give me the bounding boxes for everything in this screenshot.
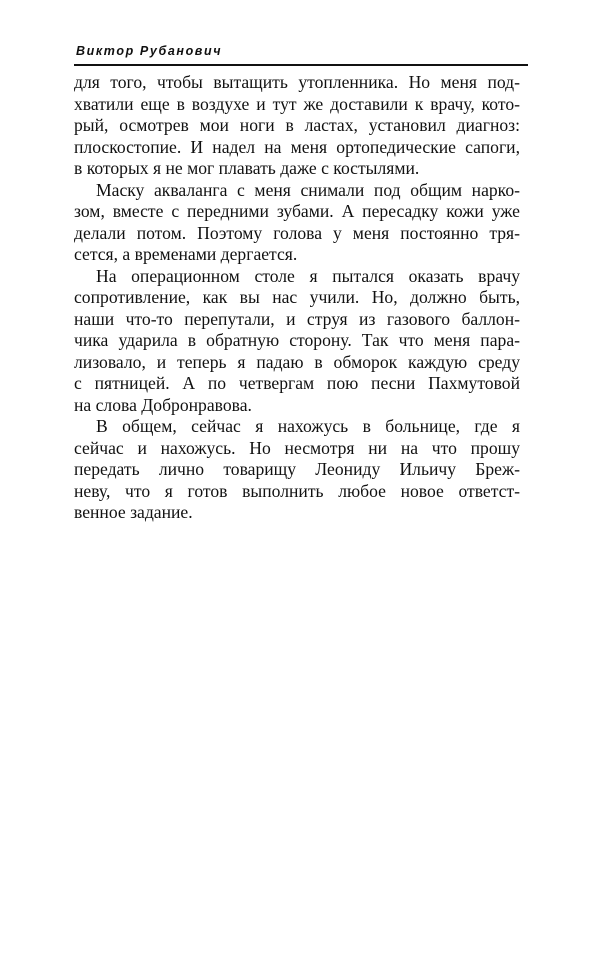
text-line: на слова Добронравова. [74, 394, 252, 415]
body-text [74, 72, 520, 524]
text-line: На операционном столе я пытался оказать врачу [96, 265, 520, 286]
text-line: неву, что я готов выполнить любое новое ответст- [74, 480, 520, 501]
text-line: с пятницей. А по четвергам пою песни Пахмутовой [74, 373, 520, 393]
paragraph-4 [74, 416, 520, 524]
text-line: наши что-то перепутали, и струя из газового баллон- [74, 308, 520, 329]
text-line: сется, а временами дергается. [74, 244, 298, 264]
paragraph-3 [74, 266, 520, 417]
text-line: В общем, сейчас я нахожусь в больнице, где я [96, 416, 520, 436]
running-header: Виктор Рубанович [76, 44, 223, 58]
text-line: в которых я не мог плавать даже с костылями. [74, 158, 420, 178]
header-rule [74, 64, 528, 66]
text-line: лизовало, и теперь я падаю в обморок каждую среду [74, 351, 520, 372]
text-line: чика ударила в обратную сторону. Так что меня пара- [74, 330, 520, 350]
text-line: венное задание. [74, 502, 193, 522]
paragraph-1 [74, 72, 520, 180]
text-line: сопротивление, как вы нас учили. Но, должно быть, [74, 287, 520, 307]
text-line: плоскостопие. И надел на меня ортопедические сапоги, [74, 136, 520, 157]
text-line: для того, чтобы вытащить утопленника. Но меня под- [74, 72, 520, 92]
text-line: Маску акваланга с меня снимали под общим нарко- [96, 179, 520, 200]
text-line: зом, вместе с передними зубами. А пересадку кожи уже [74, 201, 520, 221]
text-line: передать лично товарищу Леониду Ильичу Бреж- [74, 459, 520, 479]
text-line: делали потом. Поэтому голова у меня постоянно тря- [74, 222, 520, 243]
paragraph-2 [74, 180, 520, 266]
text-line: сейчас и нахожусь. Но несмотря ни на что прошу [74, 437, 520, 458]
text-line: рый, осмотрев мои ноги в ластах, установил диагноз: [74, 115, 520, 135]
text-line: хватили еще в воздухе и тут же доставили к врачу, кото- [74, 93, 520, 114]
